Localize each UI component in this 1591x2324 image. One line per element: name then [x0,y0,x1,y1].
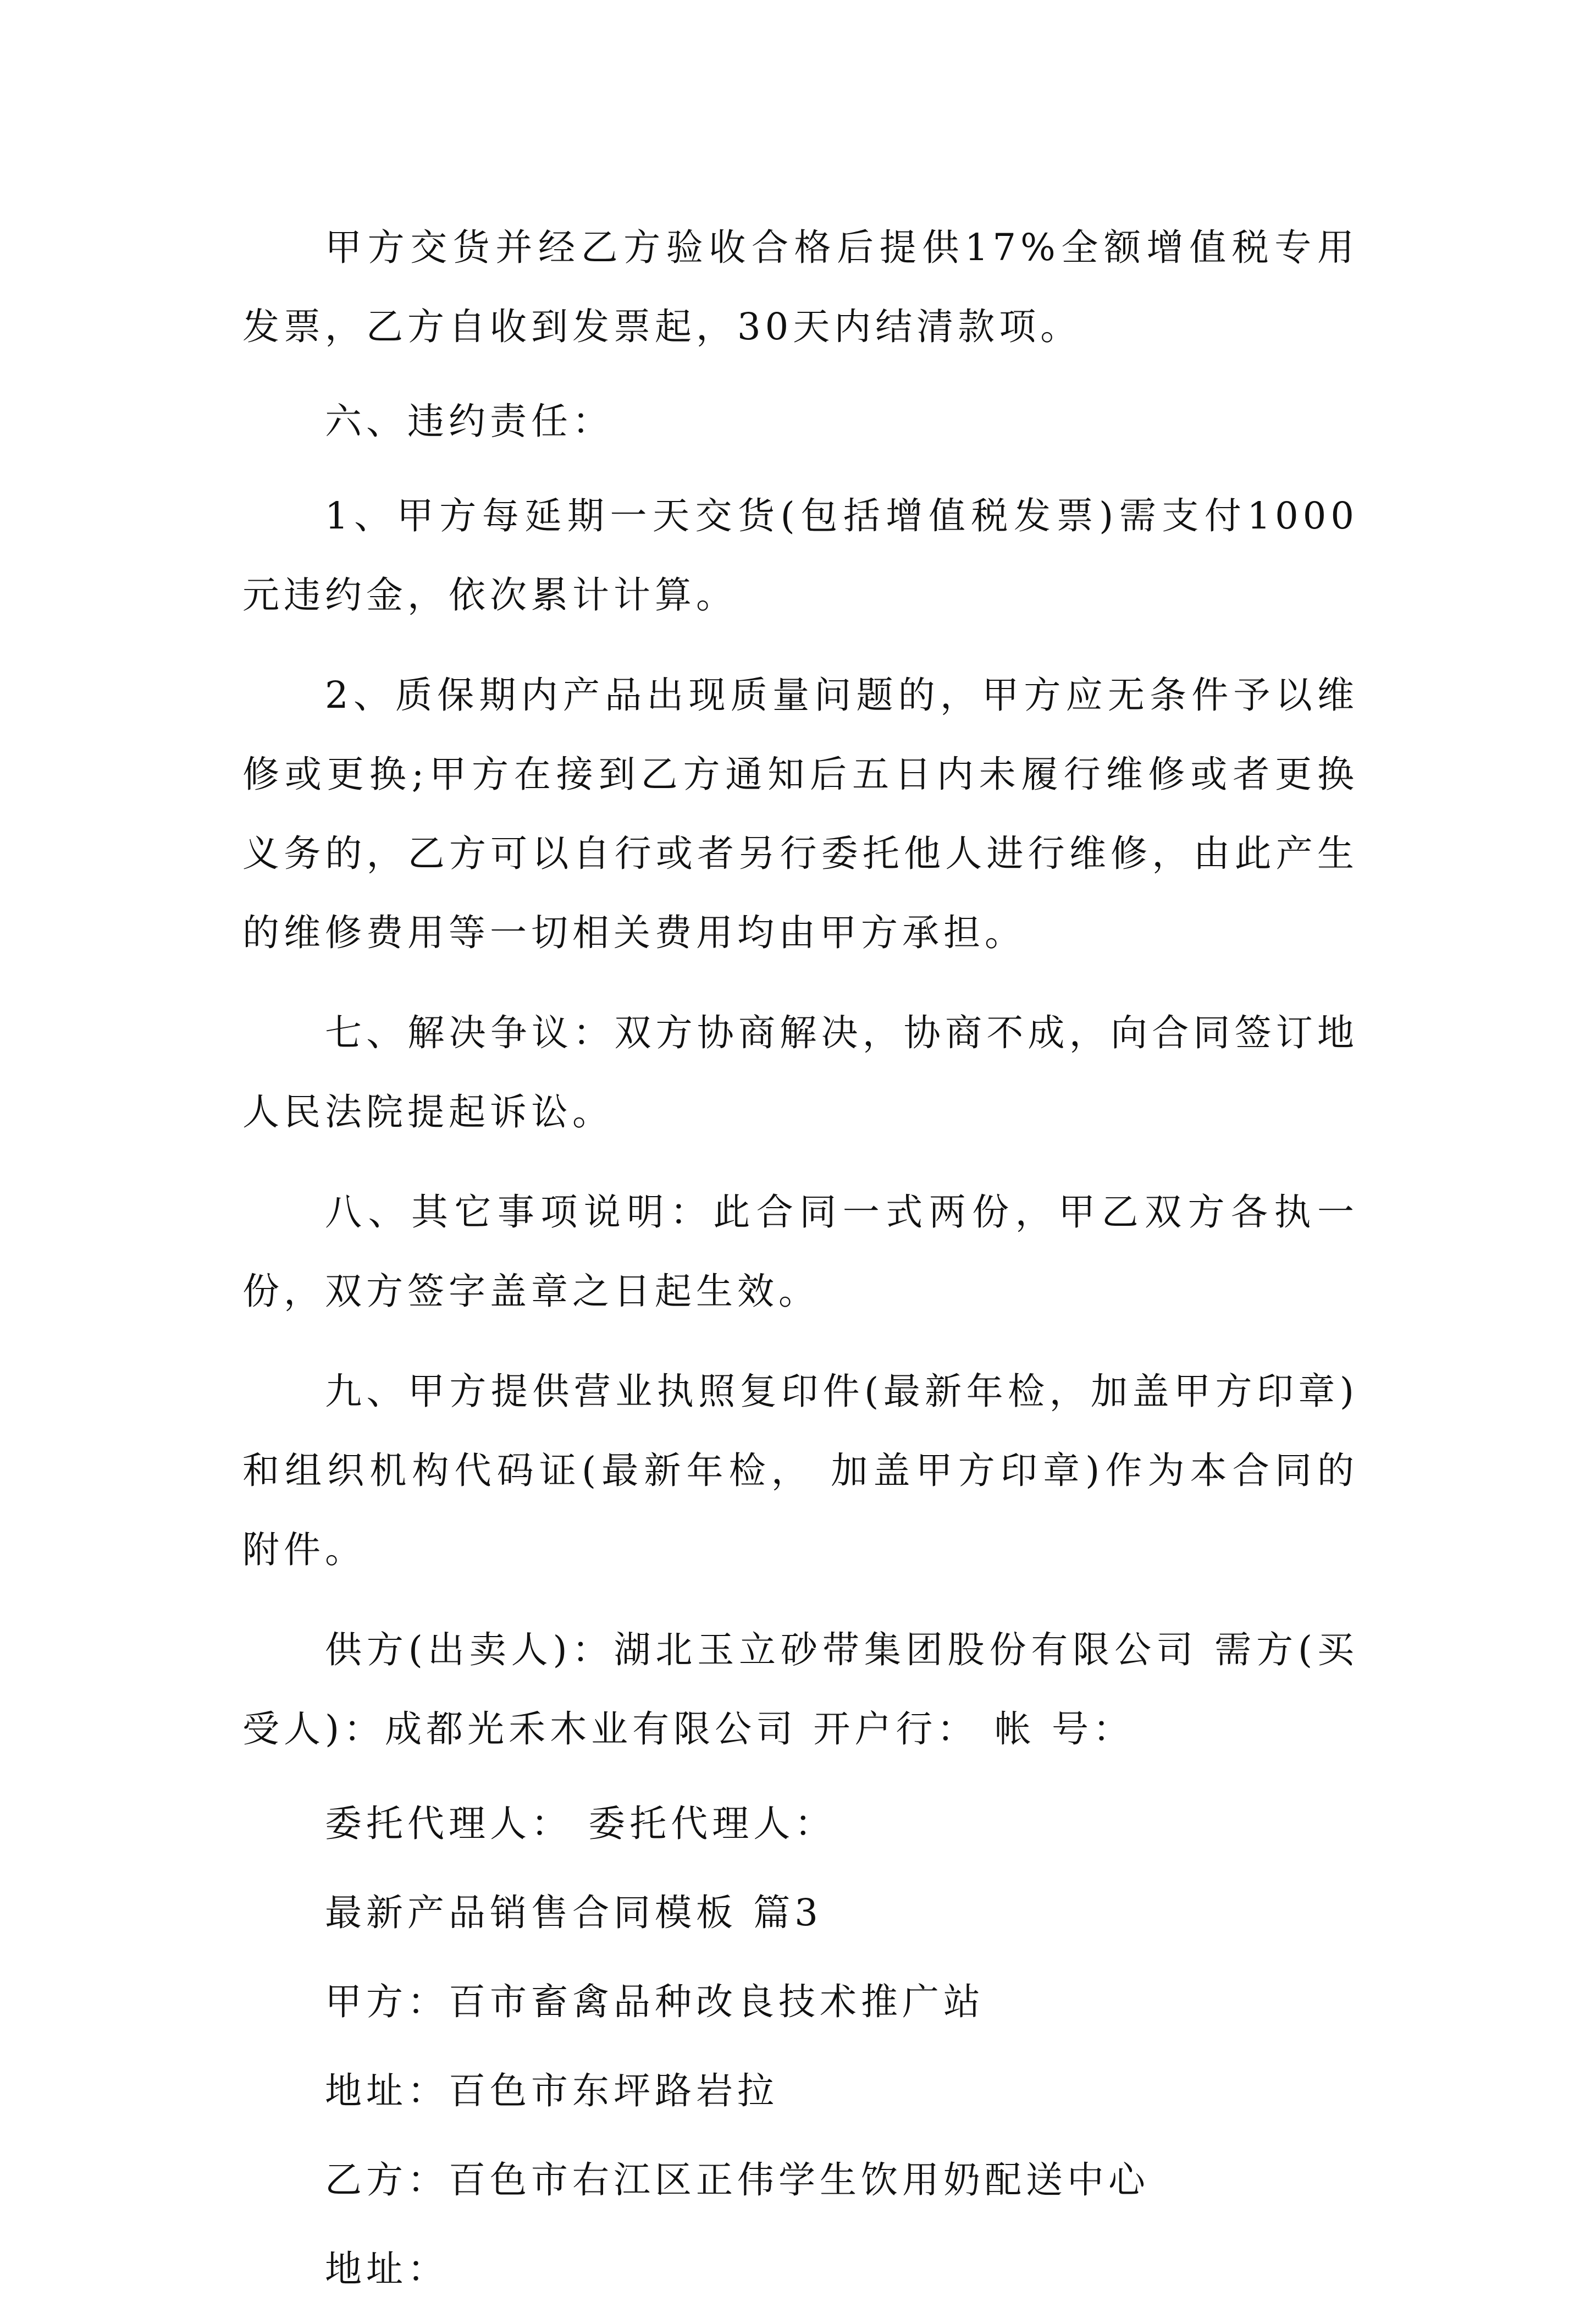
paragraph-party-b: 乙方：百色市右江区正伟学生饮用奶配送中心 [325,2158,1150,2201]
paragraph-other-matters: 八、其它事项说明：此合同一式两份，甲乙双方各执一份，双方签字盖章之日起生效。 [242,1191,1358,1313]
paragraph-party-a: 甲方：百市畜禽品种改良技术推广站 [325,1980,985,2023]
paragraph-dispute-resolution: 七、解决争议：双方协商解决，协商不成，向合同签订地人民法院提起诉讼。 [242,1011,1358,1133]
paragraph-party-a-address: 地址：百色市东坪路岩拉 [325,2069,778,2112]
paragraph-attachments: 九、甲方提供营业执照复印件(最新年检，加盖甲方印章)和组织机构代码证(最新年检， 加盖甲方印章)作为本合同的附件。 [242,1370,1358,1571]
paragraph-payment-terms: 甲方交货并经乙方验收合格后提供17%全额增值税专用发票，乙方自收到发票起，30天内结清款项。 [242,226,1358,348]
heading-breach-liability: 六、违约责任： [325,400,614,443]
paragraph-parties-info: 供方(出卖人)：湖北玉立砂带集团股份有限公司 需方(买受人)：成都光禾木业有限公司 开户行： 帐 号： [242,1628,1358,1750]
heading-contract-template-3: 最新产品销售合同模板 篇3 [325,1891,822,1934]
paragraph-party-b-address: 地址： [325,2248,449,2290]
paragraph-agents: 委托代理人： 委托代理人： [325,1802,836,1845]
document-body [242,208,1358,2324]
paragraph-late-delivery-penalty: 1、甲方每延期一天交货(包括增值税发票)需支付1000元违约金，依次累计计算。 [242,494,1358,616]
paragraph-warranty-repair: 2、质保期内产品出现质量问题的，甲方应无条件予以维修或更换;甲方在接到乙方通知后五日内未履行维修或者更换义务的，乙方可以自行或者另行委托他人进行维修，由此产生的维修费用等一切相关费用均由甲方承担。 [242,674,1358,954]
